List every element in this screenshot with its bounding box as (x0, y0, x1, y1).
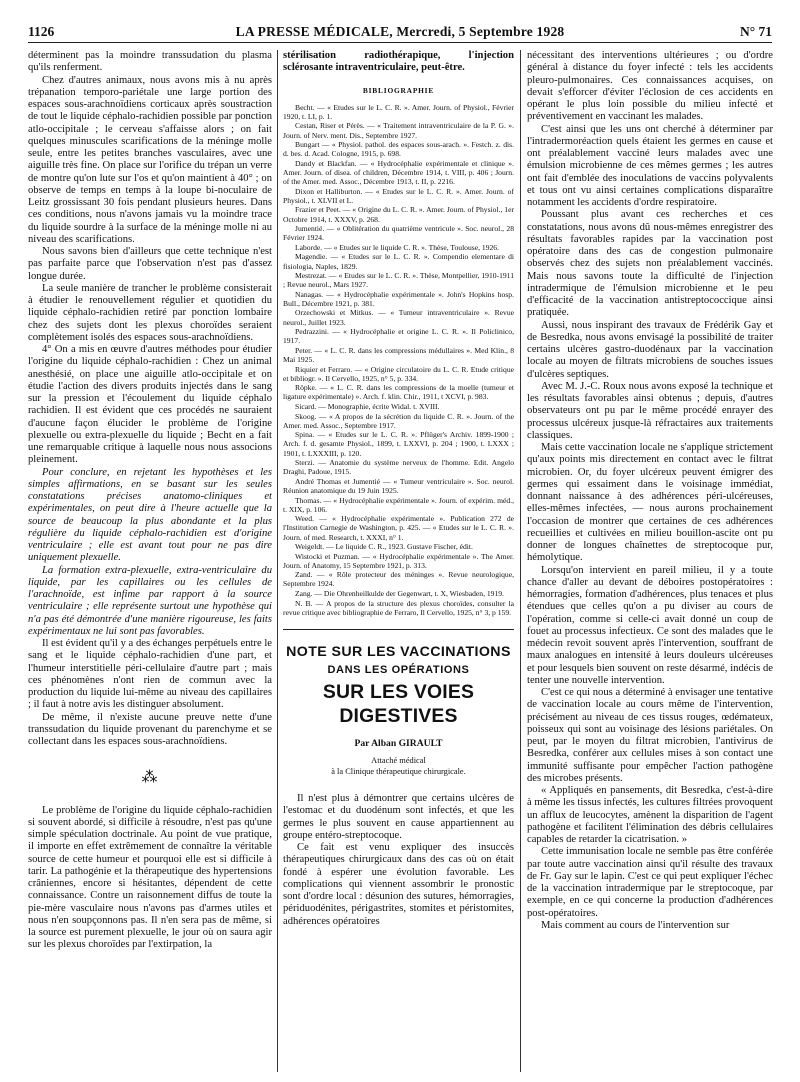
paragraph: Il est évident qu'il y a des échanges perpétuels entre le sang et le liquide céphalo-rachidien d'une part, et l'humeur interstitielle péri-cellulaire d'autre part ; mais ces phénomènes n'ont rien de commun avec la production du liquide lui-même au niveau des capillaires ; il faut à notre avis les distinguer absolument. (28, 638, 272, 711)
bibliography-entry: Orzechowski et Mitkus. — « Tumeur intraventriculaire ». Revue neurol., Juillet 1923. (283, 308, 514, 327)
bibliography-entry: Wistocki et Puzman. — « Hydrocéphalie expérimentale ». The Amer. Journ. of Anatomy, 15 Septembre 1921, p. 313. (283, 551, 514, 570)
bibliography-entry: Weed. — « Hydrocéphalie expérimentale ». Publication 272 de l'Institution Carnegie de Washington, p. 425. — « Etudes sur le L. C. R. ». Journ. of med. Research, t. XXXI, n° 1. (283, 514, 514, 542)
bibliography-entry: Zang. — Die Ohrenheilkulde der Gegenwart, t. X, Wiesbaden, 1919. (295, 589, 504, 599)
conclusion-paragraph: Pour conclure, en rejetant les hypothèses et les simples affirmations, en se basant sur les seules constatations précises anatomo-cliniques et expérimentales, on peut dire à l'heure actuelle que la source de beaucoup la plus abondante et la plus régulière du liquide céphalo-rachidien est d'origine ventriculaire ; elle est avant tout pour ne pas dire uniquement plexuelle. (28, 466, 272, 564)
bibliography-entry: Dandy et Blackfan. — « Hydrocéphalie expérimentale et clinique ». Amer. Journ. of disea. of children, Décembre 1914, t. VIII, p. 406 ; Journ. of the Amer. med. Assoc., Décembre 1913, t. II, p. 2216. (283, 158, 514, 187)
bibliography-entry: N. B. — A propos de la structure des plexus choroïdes, consulter la revue critique avec bibliographie de Ferraro, Il Cervello, 1925, n° 3, p 159. (283, 598, 514, 617)
paragraph: Mais cette vaccination locale ne s'applique strictement qu'aux points mis directement en contact avec le filtrat microbien. Or, du foyer ulcéreux peuvent émigrer des germes qui essaiment dans le voisinage immédiat, donnant naissance à des adhérences péri-ulcéreuses, elles-mêmes infectées, — nous aurons prochainement l'occasion de montrer que certaines de ces adhérences recueillies et cultivées en milieu bouillon-ascite ont pu donner de longues chaînettes de streptocoque pur, hémolytique. (527, 442, 773, 564)
bibliography-entry: Dixon et Halliburton. — « Etudes sur le L. C. R. ». Amer. Journ. of Physiol., t. XLVII et L. (283, 186, 514, 205)
paragraph: Poussant plus avant ces recherches et ces constatations, nous avons dû nous-mêmes enregistrer des résultats favorables rapides par la vaccination post opératoire dans des cas de congestion pulmonaire observés chez des sujets non préalablement vaccinés. Mais nous savons toute la difficulté de l'injection intradermique de l'émulsion microbienne et le peu d'efficacité de la vaccination antistreptococcique ainsi pratiquée. (527, 209, 773, 319)
journal-title: LA PRESSE MÉDICALE, Mercredi, 5 Septembre 1928 (235, 24, 565, 39)
paragraph: Lorsqu'on intervient en pareil milieu, il y a toute chance d'aller au devant de déboires postopératoires : hémorragies, formation d'adhérences, plus tenaces et plus étendues que celles qu'on a pu diviser au cours de l'opération, comme si celle-ci avait donné un coup de fouet au processus infectieux. Ce sont des malades que le médecin revoit souvent après l'intervention, souffrant de maux analogues en intensité à leurs douleurs ulcéreuses et pour lesquels bien souvent on reste désarmé, indécis de tenter une nouvelle intervention. (527, 564, 773, 686)
column-divider (520, 50, 521, 1072)
issue-number: N° 71 (739, 24, 772, 39)
bibliography-entry: Nanagas. — « Hydrocéphalie expérimentale ». John's Hopkins hosp. Bull., Décembre 1921, p. 381. (283, 289, 514, 308)
column-3 (527, 50, 773, 932)
bibliography-entry: André Thomas et Jumentié — « Tumeur ventriculaire ». Soc. neurol. Réunion anatomique du 19 Juin 1925. (283, 476, 514, 495)
bibliography-entry: Jumentié. — « Oblitération du quatrième ventricule ». Soc. neurol., 28 Février 1924. (283, 224, 514, 243)
article-separator (283, 629, 514, 630)
bibliography-entry: Pedrazzini. — « Hydrocéphalie et origine L. C. R. ». Il Policlinico, 1917. (283, 327, 514, 346)
author-affiliation: à la Clinique thérapeutique chirurgicale. (331, 766, 466, 776)
article-title-line-1: NOTE SUR LES VACCINATIONS (286, 643, 511, 660)
paragraph: De même, il n'existe aucune preuve nette d'une transsudation du liquide provenant du parenchyme et se collectant dans les espaces sous-arachnoïdiens. (28, 711, 272, 747)
bibliography-entry: Becht. — « Etudes sur le L. C. R. ». Amer. Journ. of Physiol., Février 1920, t. LI, p. 1. (283, 102, 514, 121)
paragraph: C'est ce qui nous a déterminé à envisager une tentative de vaccination locale au cours même de l'intervention, précisément au niveau de ces tissus rouges, œdémateux, poisseux qui sont au voisinage des lésions pariétales. On peut, par le moyen du filtrat microbien, l'antivirus de Besredka, conférer aux cellules mises à son contact une immunité suffisante pour empêcher l'action pathogène des microbes présents. (527, 687, 773, 784)
bibliography-heading: BIBLIOGRAPHIE (362, 85, 435, 95)
section-break-asterism: ⁂ (141, 769, 159, 787)
paragraph: Avec M. J.-C. Roux nous avons exposé la technique et les résultats favorables ainsi obtenus ; depuis, d'autres observateurs ont pu par le même procédé enrayer des processus ulcéreux jusque-là réfractaires aux traitements classiques. (527, 380, 773, 441)
paragraph: déterminent pas la moindre transsudation du plasma qu'ils renferment. (28, 50, 272, 74)
bibliography-entry: Weigeldt. — Le liquide C. R., 1923. Gustave Fischer, édit. (295, 542, 473, 552)
paragraph: 4° On a mis en œuvre d'autres méthodes pour étudier l'origine du liquide céphalo-rachidien : Chez un animal anesthésié, on place une aiguille atlo-occipitale et on étudie l'action des divers produits injectés dans le sang sur la pression et l'écoulement du liquide céphalo rachidien. Il est évident que ces procédés ne sauraient d'aucune façon élucider le problème de l'origine plexuelle ou extra-plexuelle du liquide ; Becht en a fait une remarquable critique à laquelle nous nous associons pleinement. (28, 344, 272, 466)
column-2 (283, 50, 514, 928)
bibliography-entry: Mestrezat. — « Etudes sur le L. C. R. ». Thèse, Montpellier, 1910-1911 ; Revue neurol., Mars 1927. (283, 271, 514, 290)
paragraph: Mais comment au cours de l'intervention sur (541, 919, 730, 931)
paragraph: Cette immunisation locale ne semble pas être conférée par toute autre vaccination ainsi qu'il résulte des travaux de Fr. Gay sur le lapin. C'est ce qui peut expliquer l'échec de la vaccination intradermique par le streptocoque, par exemple, en ce qui concerne la production d'adhérences post-opératoires. (527, 846, 773, 919)
bibliography-entry: Riquier et Ferraro. — « Origine circulatoire du L. C. R. Etude critique et bibliogr. ». Il Cervello, 1925, n° 5, p. 334. (283, 364, 514, 383)
paragraph: Ce fait est venu expliquer des insuccès thérapeutiques chirurgicaux dans des cas où on était fondé à espérer une évolution favorable. Les complications qui viennent assombrir le pronostic sont d'ordre local : désunion des sutures, hémorragies, périduodénites, périgastrites, stomites et péristomites, adhérences opératoires (283, 842, 514, 927)
paragraph: Aussi, nous inspirant des travaux de Frédérik Gay et de Besredka, nous avons envisagé la possibilité de traiter certains ulcères gastro-duodénaux par la vaccination locale au moyen de filtrats microbiens de souches issues d'ulcères septiques. (527, 319, 773, 380)
bibliography-entry: Frazier et Peet. — « Origine du L. C. R. ». Amer. Journ. of Physiol., 1er Octobre 1914, t. XXXV, p. 268. (283, 205, 514, 224)
header-rule (28, 42, 772, 43)
column-1 (28, 50, 272, 952)
bibliography-entry: Magendie. — « Etudes sur le L. C. R. ». Compendio elementare di fisiologia, Naples, 1829. (283, 252, 514, 271)
bibliography-entry: Skoog. — « A propos de la sécrétion du liquide C. R. ». Journ. of the Amer. med. Assoc., Septembre 1917. (283, 411, 514, 430)
bibliography-entry: Sterzi. — Anatomie du système nerveux de l'homme. Edit. Angelo Draghi, Padoue, 1915. (283, 458, 514, 477)
bibliography-entry: Röpke. — « L. C. R. dans les compressions de la moelle (tumeur et ligature expérimentale) ». Arch. f. klin. Chir., 1911, t XCVI, p. 983. (283, 383, 514, 402)
article-author: Par Alban GIRAULT (354, 737, 443, 749)
bibliography-entry: Spina. — « Etudes sur le L. C. R. ». Pflüger's Archiv. 1899-1900 ; Arch. f. d. gesamte Physiol., 1899, t. LXXVI, p. 204 ; 1900, t. LXXX ; 1901, t. LXXXIII, p. 120. (283, 430, 514, 458)
author-affiliation: Attaché médical (371, 756, 426, 766)
bibliography-entry: Sicard. — Monographie, écrite Widal. t. XVIII. (295, 402, 440, 411)
bibliography-entry: Cestan, Riser et Pérès. — « Traitement intraventriculaire de la P. G. ». Journ. of Nerv. ment. Dis., Septembre 1927. (283, 121, 514, 140)
paragraph: Nous savons bien d'ailleurs que cette technique n'est pas parfaite parce que l'observation n'est pas d'assez longue durée. (28, 246, 272, 282)
bibliography-list (283, 103, 514, 617)
article-title-line-3: SUR LES VOIES DIGESTIVES (322, 680, 475, 727)
paragraph: C'est ainsi que les uns ont cherché à déterminer par l'intradermoréaction quels étaient les germes en cause et ont préalablement vacciné leurs malades avec une émulsion microbienne de ces mêmes germes ; les autres ont fait d'emblée des inoculations de vaccins polyvalents et tous ont vu ainsi certaines complications disparaître notamment les accidents d'ordre respiratoire. (527, 123, 773, 208)
bibliography-entry: Bungart — « Physiol. pathol. des espaces sous-arach. ». Festch. z. dis. d. bes. d. Acad. Cologne, 1915, p. 698. (283, 140, 514, 159)
bibliography-entry: Peter. — « L. C. R. dans les compressions médullaires ». Med Klin., 8 Mai 1925. (283, 345, 514, 365)
bibliography-entry: Zand. — « Rôle protecteur des méninges ». Revue neurologique, Septembre 1924. (283, 570, 514, 589)
quotation-paragraph: « Appliqués en pansements, dit Besredka, c'est-à-dire à même les tissus infectés, les cultures filtrées provoquent un afflux de leucocytes, amènent la disparition de l'agent pathogène et facilitent l'élimination des débris cellulaires capables de retarder la cicatrisation. » (527, 785, 773, 845)
conclusion-paragraph: La formation extra-plexuelle, extra-ventriculaire du liquide, par les capillaires ou les cellules de l'arachnoïde, est infime par rapport à la source ventriculaire ; elle représente surtout une hypothèse qui n'a pas été démontrée d'une manière rigoureuse, les faits expérimentaux ne lui sont pas favorables. (28, 564, 272, 637)
paragraph: stérilisation radiothérapique, l'injection sclérosante intraventriculaire, peut-être. (283, 50, 514, 74)
page-number: 1126 (28, 24, 55, 39)
paragraph: nécessitant des interventions ultérieures ; ou d'ordre général à distance du foyer infecté : tels les accidents pleuro-pulmonaires. Ces connaissances acquises, on devait s'efforcer d'éviter l'éclosion de ces accidents en opérant le plus loin possible du milieu infecté et préventivement en vaccinant les malades. (527, 50, 773, 123)
column-divider (277, 50, 278, 1072)
paragraph: Le problème de l'origine du liquide céphalo-rachidien si souvent abordé, si difficile à résoudre, n'est pas qu'une simple spéculation doctrinale. Au point de vue pratique, il importe en effet extrêmement de connaître la véritable source de cette humeur et pourquoi elle est si difficile à tarir. La pathogénie et la thérapeutique des hypertensions crâniennes, encore si hésitantes, dépendent de cette connaissance. Contre un raisonnement diffus de toute la pie-mère vasculaire nous n'avons pas d'armes utiles et nous n'en soupçonnons pas. Il n'en sera pas de même, si la source est purement plexuelle, le jour où on saura agir sur les plexus choroïdes par l'extirpation, la (28, 804, 272, 951)
bibliography-entry: Thomas. — « Hydrocéphalie expérimentale ». Journ. of expérim. méd., t. XIX, p. 106. (283, 495, 514, 514)
paragraph: La seule manière de trancher le problème consisterait à étudier le renouvellement régulier et quotidien du liquide céphalo-rachidien retiré par ponction lombaire chez des sujets dont les plexus choroïdes seraient complètement isolés des espaces sous-arachnoïdiens. (28, 282, 272, 343)
paragraph: Chez d'autres animaux, nous avons mis à nu après trépanation temporo-pariétale une large portion des espaces sous-arachnoïdiens corticaux après soustraction de tout le liquide céphalo-rachidien possible par ponction atlo-occipitale ; le cerveau s'affaisse alors ; on fait quelques minuscules scarifications de la méninge molle seule, entre les petites branches vasculaires, avec une aiguille très fine. On place sur l'orifice du trépan un verre de montre qu'on lute sur l'os et qu'on maintient à 40° ; on observe de temps en temps à la loupe bi-noculaire de Leitz grossissant 30 fois pendant plusieurs heures. Dans ces conditions, nous n'avons jamais vu la moindre trace du liquide sourdre à la surface de la méninge molle ni au niveau des scarifications. (28, 74, 272, 245)
article-title-line-2: DANS LES OPÉRATIONS (327, 663, 470, 676)
page-header (28, 24, 772, 40)
bibliography-entry: Laborde. — « Etudes sur le liquide C. R. ». Thèse, Toulouse, 1926. (295, 242, 499, 252)
paragraph: Il n'est plus à démontrer que certains ulcères de l'estomac et du duodénum sont infectés, et que les germes le plus souvent en cause appartiennent au groupe entéro-streptocoque. (283, 793, 514, 841)
